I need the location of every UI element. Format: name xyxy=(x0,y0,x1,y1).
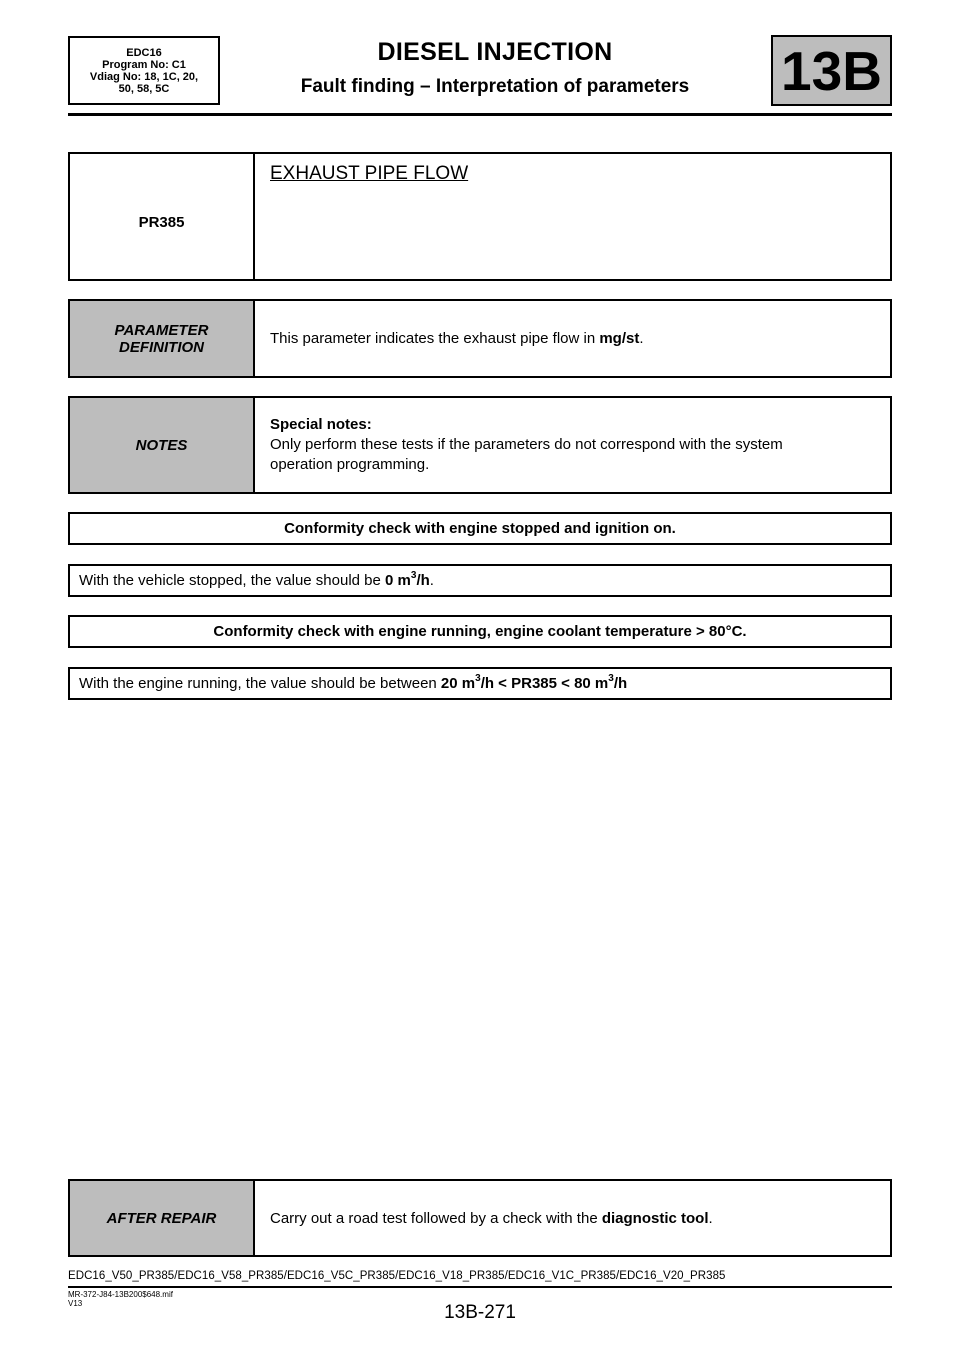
parameter-code-cell xyxy=(70,154,255,279)
range-upper-exponent: 3 xyxy=(608,673,614,684)
range-upper-unit: /h xyxy=(613,675,628,692)
check-stopped-value-unit: /h xyxy=(416,572,430,589)
after-repair-tool: diagnostic tool xyxy=(601,1209,709,1227)
check-stopped-text-after: . xyxy=(429,572,434,589)
page-subtitle: Fault finding – Interpretation of parameters xyxy=(300,76,690,97)
parameter-name-cell xyxy=(255,154,890,279)
check-stopped-value-main: 0 m xyxy=(385,572,411,589)
mif-file-name: MR-372-J84-13B200$648.mif xyxy=(68,1290,173,1299)
page-title: DIESEL INJECTION xyxy=(377,38,613,66)
parameter-name: EXHAUST PIPE FLOW xyxy=(270,163,469,184)
check-running-text: With the engine running, the value should be between xyxy=(79,675,441,692)
after-repair-table xyxy=(68,1179,892,1257)
notes-table xyxy=(68,396,892,494)
check-running-heading-text: Conformity check with engine running, engine coolant temperature > 80°C. xyxy=(213,623,747,640)
check-stopped-heading-text: Conformity check with engine stopped and ignition on. xyxy=(284,520,676,537)
program-line-4: 50, 58, 5C xyxy=(118,83,170,95)
definition-label-cell xyxy=(70,301,255,376)
page-number: 13B-271 xyxy=(444,1302,516,1323)
range-lower-exponent: 3 xyxy=(475,673,481,684)
after-repair-label-cell xyxy=(70,1181,255,1255)
definition-table xyxy=(68,299,892,378)
definition-text-cell xyxy=(255,301,890,376)
range-lower-value: 20 m xyxy=(440,675,476,692)
program-line-3: Vdiag No: 18, 1C, 20, xyxy=(89,71,199,83)
check-stopped-text: With the vehicle stopped, the value should be xyxy=(79,572,386,589)
program-line-1: EDC16 xyxy=(126,47,162,59)
notes-label: NOTES xyxy=(135,436,188,454)
after-repair-text-after: . xyxy=(708,1209,713,1227)
footer-reference: EDC16_V50_PR385/EDC16_V58_PR385/EDC16_V5C_PR385/EDC16_V18_PR385/EDC16_V1C_PR385/EDC16_V20_PR385 xyxy=(68,1270,726,1282)
definition-text-after: . xyxy=(639,330,644,347)
after-repair-label: AFTER REPAIR xyxy=(106,1209,217,1227)
check-running-heading xyxy=(68,615,892,648)
check-running-range xyxy=(441,675,627,692)
notes-label-cell xyxy=(70,398,255,492)
after-repair-text-cell xyxy=(255,1181,890,1255)
check-stopped-value-exponent: 3 xyxy=(410,570,417,581)
after-repair-text-before: Carry out a road test followed by a check with the xyxy=(270,1209,602,1227)
section-code-badge: 13B xyxy=(771,35,892,106)
parameter-code: PR385 xyxy=(138,214,185,231)
notes-text-line-2: operation programming. xyxy=(270,456,430,473)
notes-heading: Special notes: xyxy=(270,416,372,433)
check-stopped-heading xyxy=(68,512,892,545)
document-version: V13 xyxy=(68,1299,83,1308)
check-stopped-value xyxy=(68,564,892,597)
check-stopped-expected-value xyxy=(385,572,430,589)
parameter-table xyxy=(68,152,892,281)
footer-divider xyxy=(68,1286,892,1288)
definition-text-before: This parameter indicates the exhaust pipe flow in xyxy=(270,330,600,347)
definition-text xyxy=(270,330,644,347)
header-divider xyxy=(68,113,892,116)
after-repair-text xyxy=(270,1210,713,1227)
notes-text-cell xyxy=(255,398,890,492)
definition-label-line-2: DEFINITION xyxy=(118,338,204,356)
check-running-value xyxy=(68,667,892,700)
program-info-box xyxy=(68,36,220,105)
definition-label-line-1: PARAMETER xyxy=(114,321,209,339)
footer-file-info xyxy=(68,1290,173,1308)
notes-text-line-1: Only perform these tests if the parameters do not correspond with the system xyxy=(270,436,783,453)
program-line-2: Program No: C1 xyxy=(102,59,186,71)
definition-unit: mg/st xyxy=(599,330,640,347)
range-middle: /h < PR385 < 80 m xyxy=(480,675,609,692)
